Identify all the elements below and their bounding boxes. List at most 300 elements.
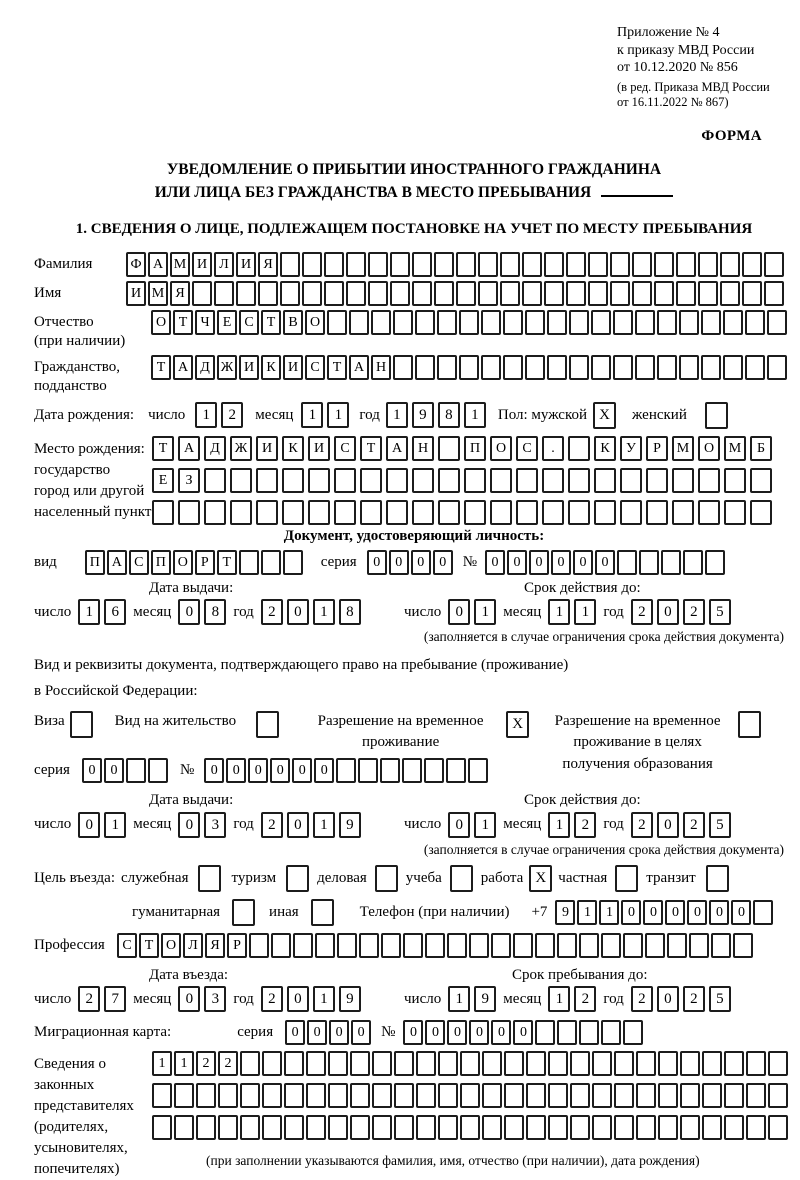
char-cell[interactable]: Т: [152, 436, 174, 461]
char-cell[interactable]: [526, 1083, 546, 1108]
char-cell[interactable]: [764, 281, 784, 306]
char-cell[interactable]: [746, 1051, 766, 1076]
char-cell[interactable]: [381, 933, 401, 958]
char-cell[interactable]: [478, 281, 498, 306]
char-cell[interactable]: [437, 355, 457, 380]
char-cell[interactable]: 0: [389, 550, 409, 575]
char-cell[interactable]: К: [261, 355, 281, 380]
char-cell[interactable]: [702, 1051, 722, 1076]
char-cell[interactable]: 0: [657, 599, 679, 625]
char-cell[interactable]: [434, 252, 454, 277]
char-cell[interactable]: [588, 252, 608, 277]
char-cell[interactable]: [482, 1083, 502, 1108]
char-cell[interactable]: [315, 933, 335, 958]
char-cell[interactable]: [230, 468, 252, 493]
char-cell[interactable]: 0: [82, 758, 102, 783]
char-cell[interactable]: [478, 252, 498, 277]
char-cell[interactable]: [490, 468, 512, 493]
char-cell[interactable]: А: [148, 252, 168, 277]
char-cell[interactable]: [204, 468, 226, 493]
char-cell[interactable]: 2: [261, 599, 283, 625]
char-cell[interactable]: [482, 1115, 502, 1140]
char-cell[interactable]: 0: [469, 1020, 489, 1045]
char-cell[interactable]: 1: [474, 812, 496, 838]
purpose-humanitarian-checkbox[interactable]: [232, 899, 255, 926]
char-cell[interactable]: 7: [104, 986, 126, 1012]
char-cell[interactable]: С: [516, 436, 538, 461]
char-cell[interactable]: [334, 468, 356, 493]
char-cell[interactable]: Ч: [195, 310, 215, 335]
char-cell[interactable]: 0: [270, 758, 290, 783]
char-cell[interactable]: [569, 355, 589, 380]
char-cell[interactable]: [178, 500, 200, 525]
char-cell[interactable]: [434, 281, 454, 306]
char-cell[interactable]: Р: [195, 550, 215, 575]
char-cell[interactable]: [623, 1020, 643, 1045]
char-cell[interactable]: [308, 468, 330, 493]
char-cell[interactable]: О: [698, 436, 720, 461]
char-cell[interactable]: Р: [646, 436, 668, 461]
char-cell[interactable]: [403, 933, 423, 958]
char-cell[interactable]: [676, 281, 696, 306]
char-cell[interactable]: [412, 500, 434, 525]
char-cell[interactable]: 2: [574, 812, 596, 838]
char-cell[interactable]: [680, 1115, 700, 1140]
char-cell[interactable]: А: [107, 550, 127, 575]
char-cell[interactable]: [724, 1083, 744, 1108]
char-cell[interactable]: [746, 1083, 766, 1108]
char-cell[interactable]: 0: [643, 900, 663, 925]
char-cell[interactable]: У: [620, 436, 642, 461]
char-cell[interactable]: [371, 310, 391, 335]
char-cell[interactable]: Б: [750, 436, 772, 461]
char-cell[interactable]: Т: [360, 436, 382, 461]
char-cell[interactable]: О: [161, 933, 181, 958]
char-cell[interactable]: К: [282, 436, 304, 461]
char-cell[interactable]: 0: [687, 900, 707, 925]
char-cell[interactable]: [570, 1083, 590, 1108]
char-cell[interactable]: С: [334, 436, 356, 461]
char-cell[interactable]: 0: [657, 986, 679, 1012]
char-cell[interactable]: [542, 468, 564, 493]
char-cell[interactable]: [683, 550, 703, 575]
char-cell[interactable]: Р: [227, 933, 247, 958]
char-cell[interactable]: М: [148, 281, 168, 306]
char-cell[interactable]: [327, 310, 347, 335]
char-cell[interactable]: Т: [217, 550, 237, 575]
char-cell[interactable]: [425, 933, 445, 958]
char-cell[interactable]: [698, 281, 718, 306]
char-cell[interactable]: [302, 252, 322, 277]
char-cell[interactable]: [636, 1051, 656, 1076]
char-cell[interactable]: 3: [204, 986, 226, 1012]
char-cell[interactable]: 0: [403, 1020, 423, 1045]
char-cell[interactable]: [460, 1115, 480, 1140]
char-cell[interactable]: [594, 468, 616, 493]
char-cell[interactable]: [654, 281, 674, 306]
char-cell[interactable]: [416, 1115, 436, 1140]
char-cell[interactable]: 0: [657, 812, 679, 838]
char-cell[interactable]: 9: [412, 402, 434, 428]
char-cell[interactable]: [360, 468, 382, 493]
char-cell[interactable]: [416, 1083, 436, 1108]
char-cell[interactable]: [284, 1083, 304, 1108]
char-cell[interactable]: [293, 933, 313, 958]
char-cell[interactable]: [767, 310, 787, 335]
char-cell[interactable]: [324, 281, 344, 306]
char-cell[interactable]: [592, 1051, 612, 1076]
char-cell[interactable]: [764, 252, 784, 277]
char-cell[interactable]: В: [283, 310, 303, 335]
char-cell[interactable]: О: [305, 310, 325, 335]
char-cell[interactable]: [632, 252, 652, 277]
char-cell[interactable]: [645, 933, 665, 958]
char-cell[interactable]: 0: [78, 812, 100, 838]
sex-female-checkbox[interactable]: [705, 402, 728, 429]
char-cell[interactable]: [679, 355, 699, 380]
char-cell[interactable]: 2: [196, 1051, 216, 1076]
char-cell[interactable]: 0: [178, 986, 200, 1012]
char-cell[interactable]: [724, 500, 746, 525]
char-cell[interactable]: [767, 355, 787, 380]
char-cell[interactable]: [768, 1115, 788, 1140]
char-cell[interactable]: 0: [731, 900, 751, 925]
char-cell[interactable]: [750, 500, 772, 525]
char-cell[interactable]: 5: [709, 986, 731, 1012]
char-cell[interactable]: [672, 500, 694, 525]
purpose-private-checkbox[interactable]: [615, 865, 638, 892]
char-cell[interactable]: 2: [574, 986, 596, 1012]
char-cell[interactable]: [490, 500, 512, 525]
char-cell[interactable]: 0: [287, 599, 309, 625]
char-cell[interactable]: 0: [448, 812, 470, 838]
char-cell[interactable]: К: [594, 436, 616, 461]
char-cell[interactable]: Т: [327, 355, 347, 380]
char-cell[interactable]: 0: [433, 550, 453, 575]
char-cell[interactable]: [657, 310, 677, 335]
char-cell[interactable]: [566, 252, 586, 277]
char-cell[interactable]: [152, 1115, 172, 1140]
char-cell[interactable]: 0: [204, 758, 224, 783]
char-cell[interactable]: [402, 758, 422, 783]
char-cell[interactable]: 0: [178, 812, 200, 838]
char-cell[interactable]: [503, 355, 523, 380]
char-cell[interactable]: [742, 252, 762, 277]
char-cell[interactable]: 2: [261, 812, 283, 838]
char-cell[interactable]: [639, 550, 659, 575]
char-cell[interactable]: 0: [573, 550, 593, 575]
char-cell[interactable]: [240, 1051, 260, 1076]
char-cell[interactable]: И: [239, 355, 259, 380]
char-cell[interactable]: [459, 355, 479, 380]
char-cell[interactable]: 0: [595, 550, 615, 575]
char-cell[interactable]: [548, 1083, 568, 1108]
char-cell[interactable]: [745, 355, 765, 380]
purpose-study-checkbox[interactable]: [450, 865, 473, 892]
char-cell[interactable]: [661, 550, 681, 575]
char-cell[interactable]: [701, 355, 721, 380]
char-cell[interactable]: [308, 500, 330, 525]
char-cell[interactable]: [720, 252, 740, 277]
char-cell[interactable]: 9: [339, 812, 361, 838]
char-cell[interactable]: [328, 1115, 348, 1140]
char-cell[interactable]: [610, 281, 630, 306]
char-cell[interactable]: А: [349, 355, 369, 380]
char-cell[interactable]: [679, 310, 699, 335]
char-cell[interactable]: 8: [339, 599, 361, 625]
char-cell[interactable]: А: [386, 436, 408, 461]
char-cell[interactable]: 1: [448, 986, 470, 1012]
char-cell[interactable]: 1: [474, 599, 496, 625]
char-cell[interactable]: [148, 758, 168, 783]
char-cell[interactable]: Ф: [126, 252, 146, 277]
char-cell[interactable]: С: [129, 550, 149, 575]
char-cell[interactable]: [614, 1083, 634, 1108]
char-cell[interactable]: 0: [367, 550, 387, 575]
char-cell[interactable]: [548, 1115, 568, 1140]
char-cell[interactable]: 0: [425, 1020, 445, 1045]
char-cell[interactable]: [733, 933, 753, 958]
char-cell[interactable]: [390, 281, 410, 306]
char-cell[interactable]: [412, 468, 434, 493]
char-cell[interactable]: [306, 1051, 326, 1076]
char-cell[interactable]: [579, 933, 599, 958]
char-cell[interactable]: 0: [285, 1020, 305, 1045]
char-cell[interactable]: [542, 500, 564, 525]
char-cell[interactable]: [368, 252, 388, 277]
char-cell[interactable]: Л: [183, 933, 203, 958]
char-cell[interactable]: 1: [548, 599, 570, 625]
char-cell[interactable]: [416, 1051, 436, 1076]
char-cell[interactable]: 2: [261, 986, 283, 1012]
char-cell[interactable]: [438, 468, 460, 493]
char-cell[interactable]: [446, 758, 466, 783]
char-cell[interactable]: [522, 252, 542, 277]
char-cell[interactable]: Л: [214, 252, 234, 277]
char-cell[interactable]: [283, 550, 303, 575]
char-cell[interactable]: [720, 281, 740, 306]
char-cell[interactable]: [230, 500, 252, 525]
char-cell[interactable]: [358, 758, 378, 783]
char-cell[interactable]: П: [151, 550, 171, 575]
char-cell[interactable]: [569, 310, 589, 335]
char-cell[interactable]: [271, 933, 291, 958]
char-cell[interactable]: 0: [507, 550, 527, 575]
char-cell[interactable]: [394, 1083, 414, 1108]
char-cell[interactable]: [334, 500, 356, 525]
char-cell[interactable]: [702, 1115, 722, 1140]
char-cell[interactable]: [548, 1051, 568, 1076]
char-cell[interactable]: 0: [529, 550, 549, 575]
char-cell[interactable]: [359, 933, 379, 958]
char-cell[interactable]: 0: [287, 986, 309, 1012]
char-cell[interactable]: [617, 550, 637, 575]
char-cell[interactable]: [750, 468, 772, 493]
char-cell[interactable]: 2: [78, 986, 100, 1012]
char-cell[interactable]: [667, 933, 687, 958]
temp-residence-checkbox[interactable]: X: [506, 711, 529, 738]
char-cell[interactable]: П: [85, 550, 105, 575]
char-cell[interactable]: [350, 1083, 370, 1108]
char-cell[interactable]: [372, 1083, 392, 1108]
char-cell[interactable]: М: [170, 252, 190, 277]
char-cell[interactable]: [522, 281, 542, 306]
char-cell[interactable]: 6: [104, 599, 126, 625]
char-cell[interactable]: [284, 1051, 304, 1076]
char-cell[interactable]: 2: [631, 599, 653, 625]
char-cell[interactable]: [535, 933, 555, 958]
char-cell[interactable]: [437, 310, 457, 335]
char-cell[interactable]: [614, 1051, 634, 1076]
char-cell[interactable]: 0: [447, 1020, 467, 1045]
char-cell[interactable]: 0: [307, 1020, 327, 1045]
char-cell[interactable]: [256, 468, 278, 493]
char-cell[interactable]: [646, 500, 668, 525]
char-cell[interactable]: [456, 252, 476, 277]
char-cell[interactable]: 0: [513, 1020, 533, 1045]
char-cell[interactable]: [491, 933, 511, 958]
char-cell[interactable]: [126, 758, 146, 783]
char-cell[interactable]: 0: [178, 599, 200, 625]
char-cell[interactable]: [415, 310, 435, 335]
char-cell[interactable]: 1: [386, 402, 408, 428]
char-cell[interactable]: [504, 1083, 524, 1108]
char-cell[interactable]: .: [542, 436, 564, 461]
char-cell[interactable]: Е: [217, 310, 237, 335]
char-cell[interactable]: 2: [683, 986, 705, 1012]
char-cell[interactable]: [302, 281, 322, 306]
char-cell[interactable]: [415, 355, 435, 380]
char-cell[interactable]: 1: [574, 599, 596, 625]
char-cell[interactable]: И: [126, 281, 146, 306]
char-cell[interactable]: [535, 1020, 555, 1045]
char-cell[interactable]: [753, 900, 773, 925]
purpose-other-checkbox[interactable]: [311, 899, 334, 926]
char-cell[interactable]: [680, 1051, 700, 1076]
char-cell[interactable]: [368, 281, 388, 306]
char-cell[interactable]: [525, 355, 545, 380]
char-cell[interactable]: [256, 500, 278, 525]
char-cell[interactable]: [360, 500, 382, 525]
char-cell[interactable]: [394, 1115, 414, 1140]
char-cell[interactable]: [236, 281, 256, 306]
char-cell[interactable]: 0: [485, 550, 505, 575]
char-cell[interactable]: [711, 933, 731, 958]
char-cell[interactable]: [218, 1115, 238, 1140]
char-cell[interactable]: [350, 1115, 370, 1140]
purpose-business-checkbox[interactable]: [375, 865, 398, 892]
char-cell[interactable]: 1: [548, 812, 570, 838]
char-cell[interactable]: [390, 252, 410, 277]
char-cell[interactable]: [152, 500, 174, 525]
char-cell[interactable]: 0: [104, 758, 124, 783]
char-cell[interactable]: 1: [599, 900, 619, 925]
char-cell[interactable]: 1: [313, 986, 335, 1012]
char-cell[interactable]: [568, 500, 590, 525]
char-cell[interactable]: [557, 933, 577, 958]
char-cell[interactable]: [459, 310, 479, 335]
char-cell[interactable]: 1: [152, 1051, 172, 1076]
char-cell[interactable]: [386, 500, 408, 525]
char-cell[interactable]: [280, 281, 300, 306]
char-cell[interactable]: [547, 355, 567, 380]
char-cell[interactable]: [658, 1051, 678, 1076]
char-cell[interactable]: [526, 1051, 546, 1076]
char-cell[interactable]: 0: [329, 1020, 349, 1045]
char-cell[interactable]: [745, 310, 765, 335]
char-cell[interactable]: 1: [327, 402, 349, 428]
char-cell[interactable]: С: [239, 310, 259, 335]
char-cell[interactable]: [280, 252, 300, 277]
char-cell[interactable]: И: [256, 436, 278, 461]
char-cell[interactable]: [349, 310, 369, 335]
char-cell[interactable]: Т: [261, 310, 281, 335]
char-cell[interactable]: [592, 1115, 612, 1140]
char-cell[interactable]: [547, 310, 567, 335]
char-cell[interactable]: [698, 468, 720, 493]
char-cell[interactable]: [372, 1051, 392, 1076]
char-cell[interactable]: [438, 436, 460, 461]
char-cell[interactable]: Д: [204, 436, 226, 461]
char-cell[interactable]: [386, 468, 408, 493]
char-cell[interactable]: 0: [248, 758, 268, 783]
char-cell[interactable]: 0: [709, 900, 729, 925]
char-cell[interactable]: [262, 1083, 282, 1108]
char-cell[interactable]: [680, 1083, 700, 1108]
char-cell[interactable]: [591, 355, 611, 380]
char-cell[interactable]: [262, 1115, 282, 1140]
char-cell[interactable]: Т: [139, 933, 159, 958]
char-cell[interactable]: [579, 1020, 599, 1045]
char-cell[interactable]: [632, 281, 652, 306]
char-cell[interactable]: [350, 1051, 370, 1076]
char-cell[interactable]: [306, 1083, 326, 1108]
char-cell[interactable]: [337, 933, 357, 958]
char-cell[interactable]: [424, 758, 444, 783]
char-cell[interactable]: [724, 468, 746, 493]
char-cell[interactable]: [623, 933, 643, 958]
char-cell[interactable]: [393, 310, 413, 335]
char-cell[interactable]: 8: [204, 599, 226, 625]
char-cell[interactable]: 0: [665, 900, 685, 925]
char-cell[interactable]: М: [672, 436, 694, 461]
char-cell[interactable]: 0: [314, 758, 334, 783]
char-cell[interactable]: [613, 355, 633, 380]
char-cell[interactable]: Я: [170, 281, 190, 306]
char-cell[interactable]: 1: [313, 812, 335, 838]
char-cell[interactable]: [438, 1083, 458, 1108]
char-cell[interactable]: Ж: [217, 355, 237, 380]
char-cell[interactable]: [525, 310, 545, 335]
char-cell[interactable]: [636, 1115, 656, 1140]
char-cell[interactable]: [544, 281, 564, 306]
char-cell[interactable]: 0: [491, 1020, 511, 1045]
char-cell[interactable]: [636, 1083, 656, 1108]
sex-male-checkbox[interactable]: X: [593, 402, 616, 429]
char-cell[interactable]: [412, 281, 432, 306]
purpose-tourism-checkbox[interactable]: [286, 865, 309, 892]
char-cell[interactable]: 1: [195, 402, 217, 428]
char-cell[interactable]: 9: [555, 900, 575, 925]
char-cell[interactable]: [610, 252, 630, 277]
char-cell[interactable]: [336, 758, 356, 783]
char-cell[interactable]: [646, 468, 668, 493]
char-cell[interactable]: [372, 1115, 392, 1140]
char-cell[interactable]: С: [117, 933, 137, 958]
char-cell[interactable]: [742, 281, 762, 306]
char-cell[interactable]: [192, 281, 212, 306]
char-cell[interactable]: [469, 933, 489, 958]
